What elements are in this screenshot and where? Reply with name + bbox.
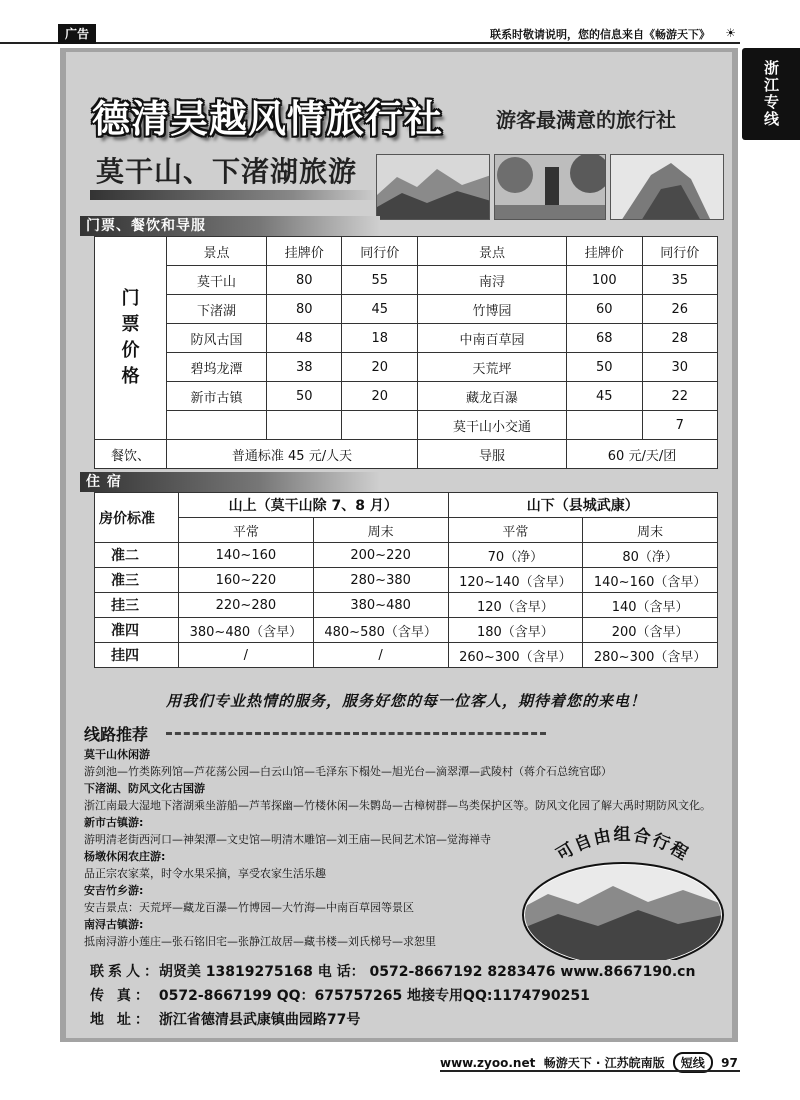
free-combo-badge bbox=[518, 810, 728, 960]
route-title: 新市古镇游: bbox=[84, 816, 144, 829]
side-tab-zhejiang: 浙江专线 bbox=[742, 48, 800, 140]
table-row: 新市古镇 50 20 藏龙百瀑 45 22 bbox=[95, 382, 718, 411]
meal-label: 餐饮、 bbox=[95, 440, 167, 469]
route-desc: 游明清老街西河口—神架潭—文史馆—明清木雕馆—刘王庙—民间艺术馆—觉海禅寺 bbox=[84, 833, 491, 846]
footer-site: www.zyoo.net bbox=[440, 1056, 536, 1070]
route-desc: 浙江南最大湿地下渚湖乘坐游船—芦苇探幽—竹楼休闲—朱鹮岛—古樟树群—鸟类保护区等。防风文化园了解大禹时期防风文化。 bbox=[84, 799, 711, 812]
group-up-header: 山上（莫干山除 7、8 月） bbox=[179, 493, 449, 518]
ad-tag: 广告 bbox=[58, 24, 96, 44]
rock-peak-photo bbox=[610, 154, 724, 220]
subtitle-bar bbox=[90, 190, 380, 200]
route-desc: 游剑池—竹类陈列馆—芦花荡公园—白云山馆—毛泽东下榻处—旭光台—滴翠潭—武陵村（蒋介石总统官邸） bbox=[84, 765, 612, 778]
footer-rule bbox=[440, 1070, 740, 1072]
contact-person-line bbox=[90, 960, 720, 984]
route-desc: 品正宗农家菜，时令水果采摘，享受农家生活乐趣 bbox=[84, 867, 326, 880]
route-desc: 安吉景点：天荒坪—藏龙百瀑—竹博园—大竹海—中南百草园等景区 bbox=[84, 901, 414, 914]
ticket-price-table bbox=[94, 236, 718, 469]
lodging-corner: 房价标准 bbox=[95, 493, 179, 543]
sun-logo-icon: ☀ bbox=[725, 26, 736, 40]
col-header: 挂牌价 bbox=[267, 237, 342, 266]
garden-statue-photo bbox=[494, 154, 606, 220]
routes-heading: 线路推荐 bbox=[84, 725, 149, 744]
contact-address-line bbox=[90, 1008, 720, 1032]
table-row: 碧坞龙潭 38 20 天荒坪 50 30 bbox=[95, 353, 718, 382]
route-title: 南浔古镇游: bbox=[84, 918, 144, 931]
contact-person-value: 胡贤美 13819275168 电 话： 0572-8667192 8283476 www.8667190.cn bbox=[158, 964, 696, 980]
lodging-subcol-row: 平常 周末 平常 周末 bbox=[95, 518, 718, 543]
contact-person-label: 联系人： bbox=[90, 964, 162, 980]
lodging-group-row bbox=[95, 493, 718, 518]
route-desc: 抵南浔游小莲庄—张石铭旧宅—张静江故居—藏书楼—刘氏梯号—求恕里 bbox=[84, 935, 436, 948]
contact-fax-line bbox=[90, 984, 720, 1008]
lodging-section-header: 住 宿 bbox=[80, 472, 380, 492]
meal-guide-row bbox=[95, 440, 718, 469]
route-title: 下渚湖、防风文化古国游 bbox=[84, 782, 205, 795]
source-note: 联系时敬请说明，您的信息来自《畅游天下》 bbox=[490, 28, 710, 41]
route-title: 杨墩休闲农庄游: bbox=[84, 850, 166, 863]
col-header: 同行价 bbox=[642, 237, 718, 266]
routes-dash-divider bbox=[166, 732, 546, 735]
guide-value: 60 元/天/团 bbox=[567, 440, 718, 469]
contact-block bbox=[90, 960, 720, 1032]
ticket-header-row bbox=[95, 237, 718, 266]
lodging-price-table bbox=[94, 492, 718, 668]
free-combo-text: 可自由组合行程 bbox=[553, 825, 693, 866]
subtitle: 莫干山、下渚湖旅游 bbox=[96, 155, 358, 188]
table-row: 挂四 / / 260~300（含早） 280~300（含早） bbox=[95, 643, 718, 668]
ad-panel bbox=[60, 48, 738, 1042]
table-row: 准三 160~220 280~380 120~140（含早） 140~160（含早） bbox=[95, 568, 718, 593]
table-row: 莫干山小交通 7 bbox=[95, 411, 718, 440]
group-down-header: 山下（县城武康） bbox=[448, 493, 718, 518]
contact-address-value: 浙江省德清县武康镇曲园路77号 bbox=[158, 1012, 361, 1028]
guide-label: 导服 bbox=[417, 440, 566, 469]
ticket-section-header: 门票、餐饮和导服 bbox=[80, 216, 380, 236]
table-row: 莫干山 80 55 南浔 100 35 bbox=[95, 266, 718, 295]
col-header: 挂牌价 bbox=[567, 237, 642, 266]
route-title: 安吉竹乡游: bbox=[84, 884, 144, 897]
mountain-photo bbox=[376, 154, 490, 220]
col-header: 同行价 bbox=[342, 237, 417, 266]
ad-panel-inner bbox=[66, 52, 732, 1038]
slogan: 游客最满意的旅行社 bbox=[496, 108, 676, 132]
table-row: 防风古国 48 18 中南百草园 68 28 bbox=[95, 324, 718, 353]
footer-magazine: 畅游天下 · 江苏皖南版 bbox=[543, 1056, 665, 1070]
page-number: 97 bbox=[721, 1056, 738, 1070]
col-header: 景点 bbox=[167, 237, 267, 266]
contact-address-label: 地 址： bbox=[90, 1012, 153, 1028]
col-header: 景点 bbox=[417, 237, 566, 266]
service-tagline: 用我们专业热情的服务，服务好您的每一位客人，期待着您的来电！ bbox=[165, 692, 646, 710]
meal-value: 普通标准 45 元/人天 bbox=[167, 440, 418, 469]
route-title: 莫干山休闲游 bbox=[84, 748, 150, 761]
top-bar bbox=[0, 22, 740, 44]
footer-section-pill: 短线 bbox=[673, 1052, 713, 1073]
contact-fax-value: 0572-8667199 QQ：675757265 地接专用QQ:1174790251 bbox=[158, 988, 590, 1004]
table-row: 挂三 220~280 380~480 120（含早） 140（含早） bbox=[95, 593, 718, 618]
table-row: 下渚湖 80 45 竹博园 60 26 bbox=[95, 295, 718, 324]
contact-fax-label: 传 真： bbox=[90, 988, 153, 1004]
table-row: 准四 380~480（含早） 480~580（含早） 180（含早） 200（含早） bbox=[95, 618, 718, 643]
svg-text:可自由组合行程 bbox=[553, 824, 694, 865]
ticket-side-label: 门 票 价 格 bbox=[95, 237, 167, 440]
company-name: 德清吴越风情旅行社 bbox=[92, 97, 444, 141]
table-row: 准二 140~160 200~220 70（净） 80（净） bbox=[95, 543, 718, 568]
